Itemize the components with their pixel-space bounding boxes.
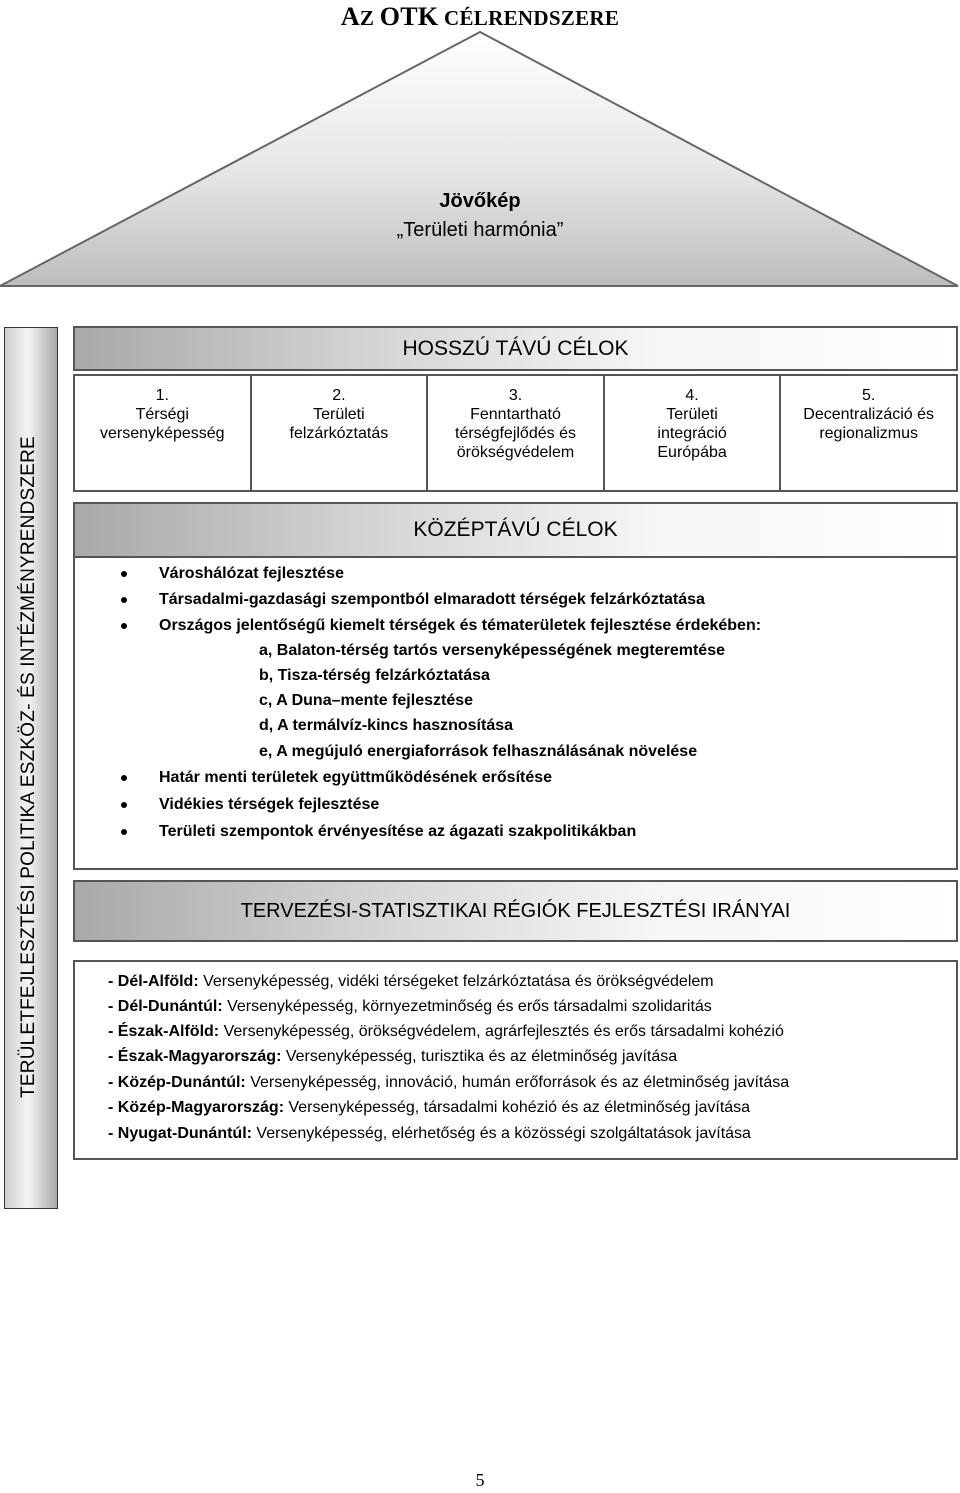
region-text: Versenyképesség, társadalmi kohézió és az életminőség javítása — [284, 1099, 751, 1116]
region-name: - Dél-Dunántúl: — [108, 998, 223, 1015]
sub-item-text: c, A Duna–mente fejlesztése — [259, 692, 474, 709]
region-name: - Észak-Alföld: — [108, 1023, 220, 1040]
sub-item-text: d, A termálvíz-kincs hasznosítása — [259, 717, 514, 734]
bullet-icon — [121, 829, 127, 835]
title-rest: CÉLRENDSZERE — [444, 6, 620, 30]
list-item-text: Vidékies térségek fejlesztése — [159, 796, 380, 813]
goal-4-line: integráció — [657, 425, 727, 442]
goal-1-line: versenyképesség — [100, 425, 225, 442]
goal-1-number: 1. — [155, 387, 169, 404]
roof-triangle — [0, 30, 960, 292]
goal-3-line: Fenntartható — [470, 406, 561, 423]
region-row — [108, 994, 712, 1019]
bullet-icon — [121, 597, 127, 603]
vision-subtitle: „Területi harmónia” — [396, 219, 564, 241]
list-item-text: Határ menti területek együttműködésének erősítése — [159, 769, 553, 786]
sub-item-text: b, Tisza-térség felzárkóztatása — [259, 667, 490, 684]
title-initial-rest: Z — [359, 6, 375, 30]
goal-4-number: 4. — [685, 387, 699, 404]
goal-5 — [781, 376, 956, 490]
bullet-icon — [121, 802, 127, 808]
region-text: Versenyképesség, turisztika és az életminőség javítása — [281, 1048, 678, 1065]
bullet-icon — [121, 775, 127, 781]
region-row — [108, 1019, 784, 1044]
side-pillar-label: TERÜLETFEJLESZTÉSI POLITIKA ESZKÖZ- ÉS INTÉZMÉNYRENDSZERE — [18, 436, 39, 1098]
goal-3-line: térségfejlődés és — [455, 425, 576, 442]
sub-item-text: a, Balaton-térség tartós versenyképességének megteremtése — [259, 642, 725, 659]
goal-4-line: Európába — [657, 444, 727, 461]
goal-2-line: felzárkóztatás — [289, 425, 389, 442]
goal-5-line: Decentralizáció és — [803, 406, 935, 423]
region-row — [108, 1095, 750, 1120]
goal-1-line: Térségi — [135, 406, 189, 423]
goal-1 — [75, 376, 252, 490]
list-item-text: Országos jelentőségű kiemelt térségek és tématerületek fejlesztése érdekében: — [159, 617, 762, 634]
region-name: - Dél-Alföld: — [108, 973, 199, 990]
list-item-text: Társadalmi-gazdasági szempontból elmaradott térségek felzárkóztatása — [159, 591, 705, 608]
title-acronym: OTK — [379, 2, 439, 31]
sub-item-text: e, A megújuló energiaforrások felhasználásának növelése — [259, 743, 698, 760]
goal-3-line: örökségvédelem — [456, 444, 575, 461]
list-item-text: Területi szempontok érvényesítése az ágazati szakpolitikákban — [159, 823, 637, 840]
goal-2 — [252, 376, 429, 490]
region-name: - Közép-Dunántúl: — [108, 1074, 246, 1091]
region-row — [108, 1044, 677, 1069]
region-text: Versenyképesség, környezetminőség és erős társadalmi szolidaritás — [222, 998, 712, 1015]
long-term-goals — [73, 374, 958, 492]
page-title — [0, 2, 960, 32]
page-number: 5 — [475, 1470, 485, 1490]
bullet-icon — [121, 571, 127, 577]
region-text: Versenyképesség, elérhetőség és a közösségi szolgáltatások javítása — [251, 1125, 751, 1142]
regions-header: TERVEZÉSI-STATISZTIKAI RÉGIÓK FEJLESZTÉSI IRÁNYAI — [73, 880, 958, 942]
region-text: Versenyképesség, vidéki térségeket felzárkóztatása és örökségvédelem — [198, 973, 714, 990]
mid-term-header: KÖZÉPTÁVÚ CÉLOK — [73, 502, 958, 558]
region-row — [108, 1070, 789, 1095]
goal-4 — [605, 376, 782, 490]
goal-2-number: 2. — [332, 387, 346, 404]
mid-term-list — [73, 558, 958, 870]
vision-title: Jövőkép — [439, 190, 521, 212]
goal-5-line: regionalizmus — [819, 425, 919, 442]
regions-list — [73, 960, 958, 1160]
goal-5-number: 5. — [862, 387, 876, 404]
goal-2-line: Területi — [313, 406, 365, 423]
list-item-text: Városhálózat fejlesztése — [159, 565, 344, 582]
goal-3 — [428, 376, 605, 490]
bullet-icon — [121, 623, 127, 629]
region-name: - Észak-Magyarország: — [108, 1048, 282, 1065]
region-text: Versenyképesség, innováció, humán erőforrások és az életminőség javítása — [245, 1074, 790, 1091]
region-text: Versenyképesség, örökségvédelem, agrárfejlesztés és erős társadalmi kohézió — [219, 1023, 784, 1040]
region-row — [108, 1121, 751, 1146]
region-name: - Közép-Magyarország: — [108, 1099, 285, 1116]
region-name: - Nyugat-Dunántúl: — [108, 1125, 252, 1142]
region-row — [108, 969, 714, 994]
title-initial: A — [340, 2, 360, 31]
goal-3-number: 3. — [508, 387, 523, 404]
goal-4-line: Területi — [666, 406, 718, 423]
long-term-header: HOSSZÚ TÁVÚ CÉLOK — [73, 326, 958, 371]
